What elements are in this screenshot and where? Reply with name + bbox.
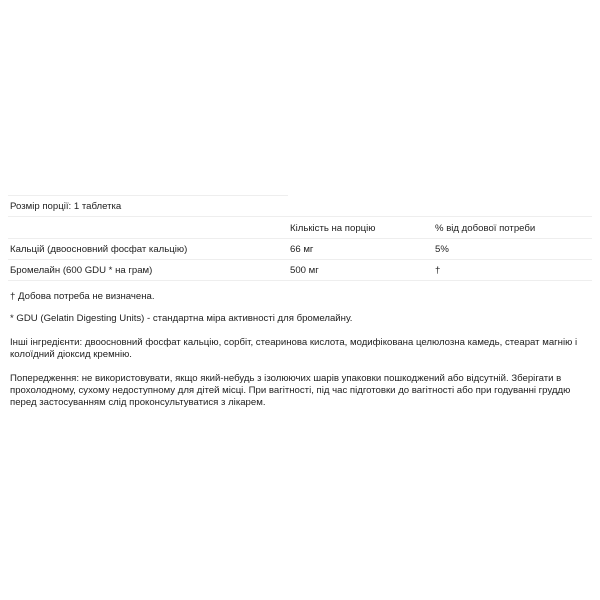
table-row — [8, 260, 592, 281]
other-ingredients: Інші інгредієнти: двоосновний фосфат кальцію, сорбіт, стеаринова кислота, модифікована целюлозна камедь, стеарат магнію і колоїдний діоксид кремнію. — [10, 337, 578, 360]
nutrient-dv: 5% — [435, 244, 449, 255]
header-amount: Кількість на порцію — [290, 223, 376, 234]
table-header — [8, 218, 592, 239]
serving-size-row — [8, 196, 592, 217]
warning: Попередження: не використовувати, якщо який-небудь з ізолюючих шарів упаковки пошкоджений або відсутній. Зберігати в прохолодному, сухому недоступному для дітей місці. При вагітності, під час підготовки до вагітності або при годуванні груддю перед застосуванням слід проконсультуватися з лікарем. — [10, 373, 571, 408]
table-row — [8, 239, 592, 260]
serving-size: Розмір порції: 1 таблетка — [10, 201, 122, 212]
nutrient-dv: † — [435, 265, 441, 276]
nutrient-amount: 66 мг — [290, 244, 314, 255]
nutrient-name: Бромелайн (600 GDU * на грам) — [10, 265, 153, 276]
nutrient-amount: 500 мг — [290, 265, 319, 276]
header-daily-value: % від добової потреби — [435, 223, 536, 234]
nutrient-name: Кальцій (двоосновний фосфат кальцію) — [10, 244, 188, 255]
gdu-note: * GDU (Gelatin Digesting Units) - стандартна міра активності для бромелайну. — [10, 313, 353, 324]
dagger-note: † Добова потреба не визначена. — [10, 291, 155, 302]
